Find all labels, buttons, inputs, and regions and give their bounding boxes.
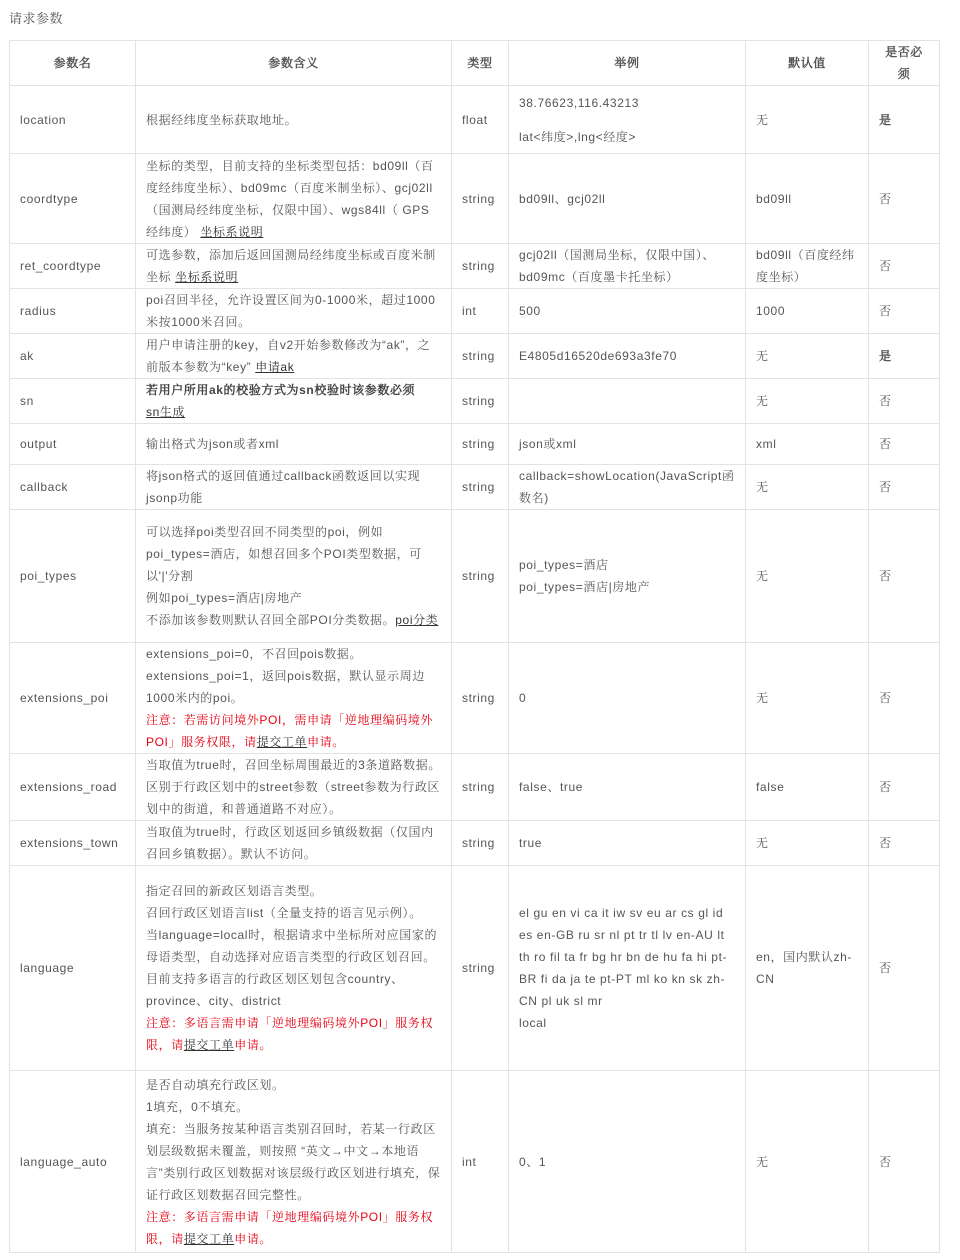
param-name: poi_types (10, 510, 136, 643)
desc-text: 根据经纬度坐标获取地址。 (146, 112, 298, 127)
desc-text: 坐标的类型，目前支持的坐标类型包括：bd09ll（百度经纬度坐标）、bd09mc（百度米制坐标）、gcj02ll（国测局经纬度坐标，仅限中国）、wgs84ll（ GPS经纬度） (146, 158, 434, 239)
table-row (10, 643, 940, 754)
param-desc: 输出格式为json或者xml (136, 424, 452, 465)
desc-text: 目前支持多语言的行政区划区划包含country、province、city、district (146, 972, 404, 1008)
desc-text: 填充：当服务按某种语言类别召回时，若某一行政区划层级数据未覆盖，则按照 “英文→中文→本地语言”类别行政区划数据对该层级行政区划进行填充，保证行政区划数据召回完整性。 (146, 1121, 441, 1202)
header-param-name: 参数名 (10, 41, 136, 86)
param-required: 否 (869, 289, 940, 334)
param-name: extensions_road (10, 754, 136, 821)
desc-text: 指定召回的新政区划语言类型。 (146, 884, 323, 898)
desc-text: 可以选择poi类型召回不同类型的poi，例如poi_types=酒店，如想召回多个POI类型数据，可以'|'分割 (146, 525, 422, 583)
param-required: 否 (869, 154, 940, 244)
param-required: 否 (869, 465, 940, 510)
table-row (10, 821, 940, 866)
desc-text: 例如poi_types=酒店|房地产 (146, 591, 303, 605)
param-default: 1000 (746, 289, 869, 334)
sn-generate-link[interactable]: sn生成 (146, 405, 186, 419)
param-desc: 当取值为true时，行政区划返回乡镇级数据（仅国内召回乡镇数据）。默认不访问。 (136, 821, 452, 866)
table-row (10, 510, 940, 643)
desc-text: extensions_poi=0，不召回pois数据。 (146, 647, 362, 661)
param-default: 无 (746, 1071, 869, 1253)
example-line: el gu en vi ca it iw sv eu ar cs gl id es en-GB ru sr nl pt tr tl lv en-AU lt th ro fil ta fr bg hr bn de hu fa hi pt-BR fi da ja te pt-PT ml ko kn sk zh-CN pl uk sl mr (519, 906, 728, 1008)
param-required: 是 (869, 334, 940, 379)
table-row (10, 1071, 940, 1253)
param-required: 否 (869, 379, 940, 424)
example-line: local (519, 1016, 547, 1030)
table-row (10, 424, 940, 465)
table-row (10, 465, 940, 510)
header-example: 举例 (509, 41, 746, 86)
submit-ticket-link[interactable]: 提交工单 (183, 1038, 235, 1052)
param-type: string (452, 424, 509, 465)
param-default: xml (746, 424, 869, 465)
param-example (509, 510, 746, 643)
warning-text: 注意：多语言需申请「逆地理编码境外POI」服务权限，请 (146, 1209, 434, 1246)
param-required: 否 (869, 510, 940, 643)
param-default: 无 (746, 510, 869, 643)
param-name: output (10, 424, 136, 465)
param-name: callback (10, 465, 136, 510)
param-desc (136, 510, 452, 643)
param-example: json或xml (509, 424, 746, 465)
param-desc (136, 244, 452, 289)
param-default: false (746, 754, 869, 821)
param-default: 无 (746, 643, 869, 754)
table-header-row (10, 41, 940, 86)
param-required: 否 (869, 866, 940, 1071)
param-default: 无 (746, 465, 869, 510)
desc-text: 当language=local时，根据请求中坐标所对应国家的母语类型，自动选择对应语言类型的行政区划召回。 (146, 928, 438, 964)
param-example (509, 379, 746, 424)
desc-text: 用户申请注册的key，自v2开始参数修改为“ak”，之前版本参数为“key” (146, 338, 431, 374)
param-name: sn (10, 379, 136, 424)
param-name: ret_coordtype (10, 244, 136, 289)
warning-text: 注意：若需访问境外POI，需申请「逆地理编码境外POI」服务权限，请 (146, 713, 434, 749)
param-default: bd09ll（百度经纬度坐标） (746, 244, 869, 289)
param-name: language_auto (10, 1071, 136, 1253)
request-params-table (9, 40, 940, 1253)
param-desc: poi召回半径，允许设置区间为0-1000米，超过1000米按1000米召回。 (136, 289, 452, 334)
header-required: 是否必须 (869, 41, 940, 86)
desc-text: 是否自动填充行政区划。 (146, 1077, 285, 1092)
param-type: int (452, 289, 509, 334)
param-type: string (452, 510, 509, 643)
coord-system-link[interactable]: 坐标系说明 (175, 270, 239, 284)
param-type: string (452, 821, 509, 866)
table-row (10, 86, 940, 154)
param-example: gcj02ll（国测局坐标，仅限中国）、bd09mc（百度墨卡托坐标） (509, 244, 746, 289)
param-required: 否 (869, 821, 940, 866)
param-example: false、true (509, 754, 746, 821)
param-name: extensions_town (10, 821, 136, 866)
param-desc (136, 334, 452, 379)
param-name: ak (10, 334, 136, 379)
param-type: string (452, 754, 509, 821)
param-example: true (509, 821, 746, 866)
param-desc (136, 86, 452, 154)
desc-text: 若用户所用ak的校验方式为sn校验时该参数必须 (146, 383, 416, 397)
table-row (10, 754, 940, 821)
param-default: 无 (746, 821, 869, 866)
param-name: radius (10, 289, 136, 334)
param-example: E4805d16520de693a3fe70 (509, 334, 746, 379)
param-type: string (452, 465, 509, 510)
header-default: 默认值 (746, 41, 869, 86)
table-row (10, 379, 940, 424)
poi-category-link[interactable]: poi分类 (395, 613, 439, 627)
table-row (10, 154, 940, 244)
submit-ticket-link[interactable]: 提交工单 (183, 1231, 235, 1246)
param-type: string (452, 866, 509, 1071)
header-type: 类型 (452, 41, 509, 86)
apply-ak-link[interactable]: 申请ak (255, 360, 295, 374)
warning-text: 注意：多语言需申请「逆地理编码境外POI」服务权限，请 (146, 1016, 434, 1052)
param-example (509, 86, 746, 154)
param-desc (136, 643, 452, 754)
param-example: 0、1 (509, 1071, 746, 1253)
desc-text: 不添加该参数则默认召回全部POI分类数据。 (146, 613, 396, 627)
param-desc (136, 379, 452, 424)
param-example: 0 (509, 643, 746, 754)
param-type: string (452, 154, 509, 244)
param-default: en，国内默认zh-CN (746, 866, 869, 1071)
example-line: poi_types=酒店 (519, 558, 609, 572)
param-example (509, 866, 746, 1071)
param-desc (136, 154, 452, 244)
param-required: 否 (869, 244, 940, 289)
table-row (10, 866, 940, 1071)
example-line: 38.76623,116.43213 (519, 95, 640, 110)
param-required: 否 (869, 754, 940, 821)
param-required: 是 (869, 86, 940, 154)
param-required: 否 (869, 643, 940, 754)
warning-text: 申请。 (234, 1038, 273, 1052)
example-line: poi_types=酒店|房地产 (519, 580, 651, 594)
param-type: float (452, 86, 509, 154)
table-row (10, 244, 940, 289)
desc-text: extensions_poi=1，返回pois数据，默认显示周边1000米内的poi。 (146, 669, 425, 705)
param-desc (136, 1071, 452, 1253)
param-name: coordtype (10, 154, 136, 244)
coord-system-link[interactable]: 坐标系说明 (200, 224, 264, 239)
table-row (10, 289, 940, 334)
param-desc: 当取值为true时，召回坐标周围最近的3条道路数据。区别于行政区划中的street参数（street参数为行政区划中的街道，和普通道路不对应）。 (136, 754, 452, 821)
param-type: string (452, 334, 509, 379)
param-desc: 将json格式的返回值通过callback函数返回以实现jsonp功能 (136, 465, 452, 510)
param-example: bd09ll、gcj02ll (509, 154, 746, 244)
param-default: 无 (746, 334, 869, 379)
submit-ticket-link[interactable]: 提交工单 (256, 735, 308, 749)
param-name: extensions_poi (10, 643, 136, 754)
param-type: string (452, 643, 509, 754)
param-default: bd09ll (746, 154, 869, 244)
param-desc (136, 866, 452, 1071)
param-default: 无 (746, 86, 869, 154)
param-type: string (452, 244, 509, 289)
param-default: 无 (746, 379, 869, 424)
example-line: lat<纬度>,lng<经度> (519, 129, 637, 144)
section-title: 请求参数 (9, 11, 64, 26)
param-type: string (452, 379, 509, 424)
header-param-meaning: 参数含义 (136, 41, 452, 86)
warning-text: 申请。 (307, 735, 345, 749)
param-required: 否 (869, 1071, 940, 1253)
param-name: language (10, 866, 136, 1071)
param-name: location (10, 86, 136, 154)
param-required: 否 (869, 424, 940, 465)
param-type: int (452, 1071, 509, 1253)
desc-text: 可选参数，添加后返回国测局经纬度坐标或百度米制坐标 (146, 248, 436, 284)
param-example: 500 (509, 289, 746, 334)
desc-text: 召回行政区划语言list（全量支持的语言见示例）。 (146, 906, 422, 920)
warning-text: 申请。 (234, 1231, 273, 1246)
param-example: callback=showLocation(JavaScript函数名) (509, 465, 746, 510)
desc-text: 1填充，0不填充。 (146, 1099, 249, 1114)
table-row (10, 334, 940, 379)
